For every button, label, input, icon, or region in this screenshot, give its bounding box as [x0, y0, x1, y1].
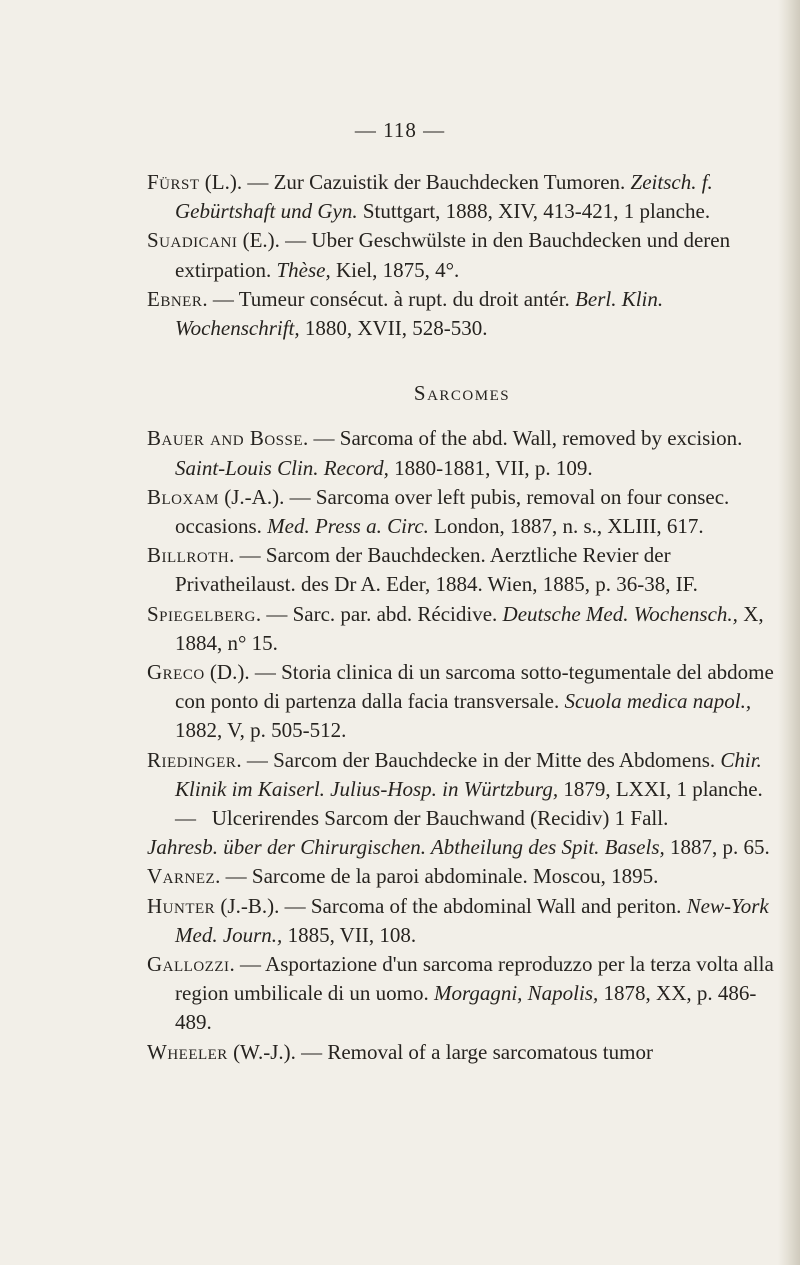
entry-text: (D.). — Storia clinica di un sarcoma sotto-tegumentale del abdome con ponto di partenza dalla facia transversale. — [175, 660, 774, 714]
bib-entry — [147, 600, 777, 658]
entry-author: Bauer and Bosse — [147, 426, 304, 451]
entry-journal: Deutsche Med. Wochensch., — [502, 601, 738, 626]
entry-journal: Saint-Louis Clin. Record, — [175, 455, 389, 480]
bib-entry — [147, 862, 777, 891]
entry-journal: New-York Med. Journ., — [175, 893, 769, 947]
section-heading: Sarcomes — [413, 381, 511, 406]
entry-text: . — Asportazione d'un sarcoma reproduzzo per la terza volta alla region umbilicale di un uomo. — [175, 952, 774, 1006]
entry-text: . — Tumeur consécut. à rupt. du droit antér. — [202, 286, 576, 311]
entry-text: Ulcerirendes Sarcom der Bauchwand (Recidiv) 1 Fall. — [211, 806, 669, 831]
entry-text: . — Sarcoma of the abd. Wall, removed by excision. — [303, 426, 743, 451]
entry-author: Bloxam — [147, 484, 220, 509]
entry-author: Fürst — [147, 170, 200, 194]
entry-details: 1878, XX, p. 486-489. — [175, 981, 757, 1035]
page-number: — 118 — — [354, 118, 446, 142]
entry-author: Greco — [147, 660, 205, 685]
bibliography-text — [147, 168, 777, 1067]
bib-entry — [147, 226, 777, 284]
entry-details: 1880, XVII, 528-530. — [299, 316, 488, 341]
entry-author: Suadicani — [147, 228, 238, 253]
entry-text: (J.-B.). — Sarcoma of the abdominal Wall and periton. — [215, 893, 687, 918]
entry-details: 1882, V, p. 505-512. — [175, 718, 347, 743]
bib-entry — [147, 285, 777, 343]
entry-author: Ebner — [147, 286, 203, 311]
bib-entry — [147, 483, 777, 541]
entry-author: Hunter — [147, 893, 216, 918]
entry-text: . — Sarcom der Bauchdecke in der Mitte des Abdomens. — [236, 747, 721, 772]
bib-entry — [147, 658, 777, 746]
entry-text: . — Sarc. par. abd. Récidive. — [255, 601, 503, 626]
entry-details: London, 1887, n. s., XLIII, 617. — [428, 514, 704, 539]
entry-details: 1887, p. 65. — [664, 835, 770, 860]
entry-text: (E.). — Uber Geschwülste in den Bauchdecken und deren extirpation. — [175, 228, 731, 282]
bib-entry — [147, 168, 777, 226]
entry-journal: Med. Press a. Circ. — [267, 514, 429, 539]
page-edge-shadow — [778, 0, 800, 1265]
entry-journal: Chir. Klinik im Kaiserl. Julius-Hosp. in Würtzburg, — [175, 747, 762, 801]
entry-journal: Jahresb. über der Chirurgischen. Abtheilung des Spit. Basels, — [147, 835, 665, 860]
entry-author: Riedinger — [147, 747, 237, 772]
entry-details: Kiel, 1875, 4°. — [330, 257, 460, 282]
entry-details: X, 1884, n° 15. — [175, 601, 764, 655]
entry-text: . — Sarcome de la paroi abdominale. Moscou, 1895. — [215, 864, 659, 889]
entry-journal: Scuola medica napol., — [564, 689, 752, 714]
entry-text: (J.-A.). — Sarcoma over left pubis, removal on four consec. occasions. — [175, 484, 730, 539]
entry-author: Wheeler — [147, 1039, 228, 1064]
bib-entry — [147, 424, 777, 482]
entry-journal: Morgagni, Napolis, — [433, 981, 599, 1006]
bib-entry — [147, 1038, 777, 1067]
entry-details: 1885, VII, 108. — [282, 922, 417, 947]
bib-entry — [147, 950, 777, 1038]
entry-text: (L.). — Zur Cazuistik der Bauchdecken Tumoren. — [199, 170, 631, 194]
entry-author: Varnez — [147, 864, 216, 889]
bib-entry — [147, 541, 777, 599]
entry-details: 1879, LXXI, 1 planche. — [558, 776, 763, 801]
entry-author: Billroth — [147, 543, 230, 568]
entry-text: . — Sarcom der Bauchdecken. Aerztliche Revier der Privatheilaust. des Dr A. Eder, 1884. Wien, 1885, p. 36-38, IF. — [175, 543, 698, 597]
entry-journal: Zeitsch. f. Gebürtshaft und Gyn. — [175, 170, 713, 224]
entry-details: Stuttgart, 1888, XIV, 413-421, 1 planche. — [357, 199, 711, 224]
bib-entry — [147, 892, 777, 950]
bib-entry — [147, 746, 777, 804]
bib-entry-continuation — [147, 804, 777, 862]
entry-journal: Thèse, — [276, 257, 331, 282]
entry-author: Spiegelberg — [147, 601, 256, 626]
ditto-dash: — — [175, 806, 196, 831]
entry-author: Gallozzi — [147, 952, 230, 977]
entry-journal: Berl. Klin. Wochenschrift, — [175, 286, 664, 341]
entry-details: 1880-1881, VII, p. 109. — [388, 455, 593, 480]
entry-text: (W.-J.). — Removal of a large sarcomatous tumor — [227, 1039, 653, 1064]
